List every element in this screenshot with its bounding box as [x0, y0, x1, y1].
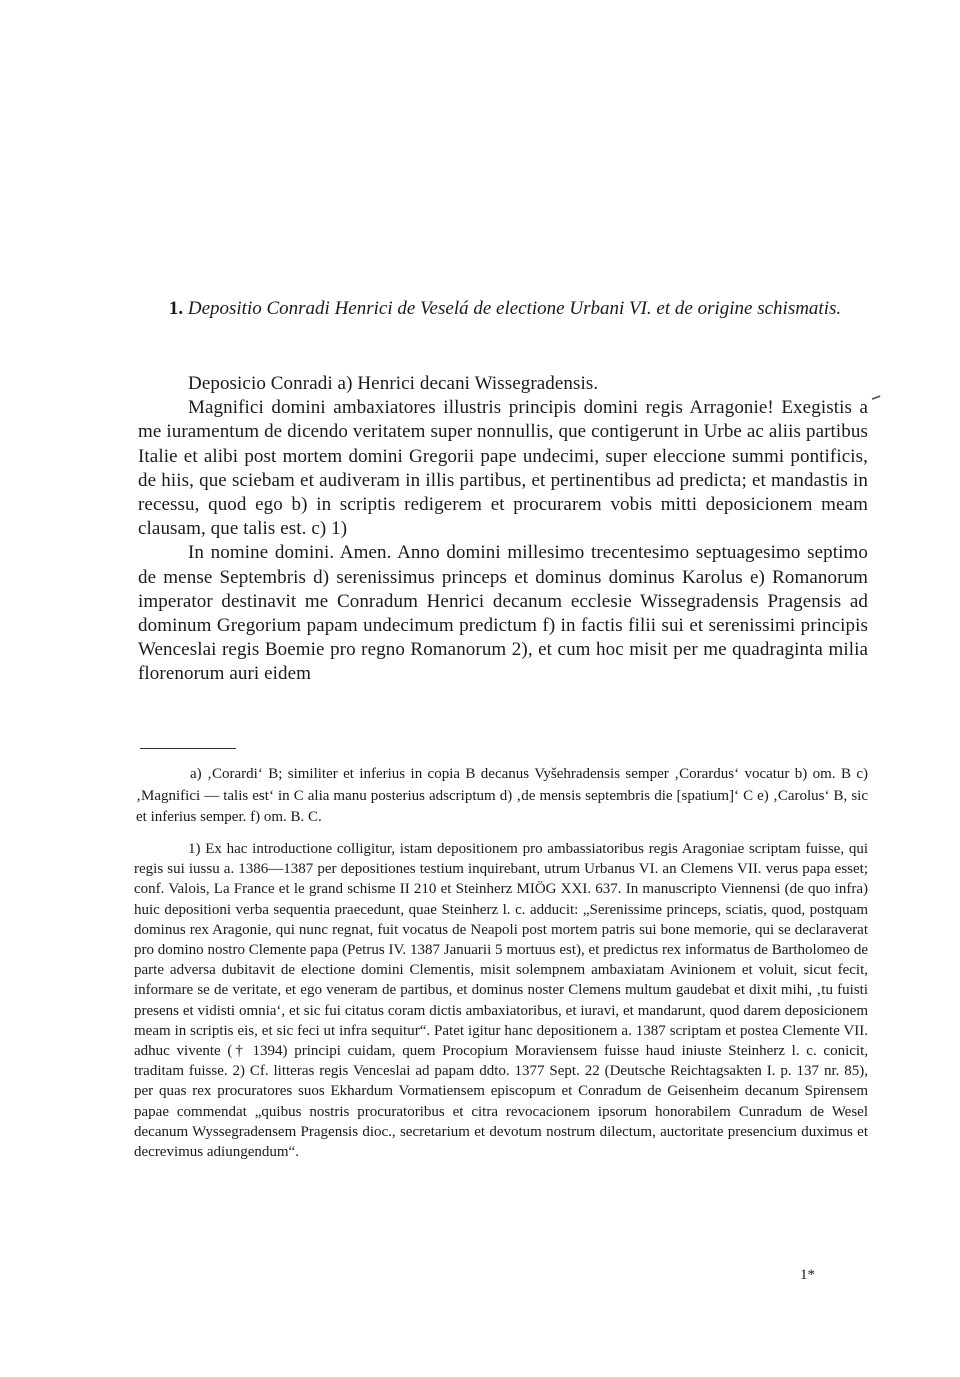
signature-mark: 1*: [800, 1267, 815, 1283]
paragraph-1: Magnifici domini ambaxiatores illustris principis domini regis Arragonie! Exegistis a me iuramentum de dicendo veritatem super nonnullis, que contigerunt in Urbe ac aliis partibus Italie et alibi post mortem domini Gregorii pape undecimi, super eleccione summi pontificis, de hiis, que sciebam et audiveram in illis partibus, et pertinentibus ad predicta; et mandastis in recessu, quod ego b) in scriptis redigerem et procurarem vobis mitti deposicionem meam clausam, que talis est. c) 1): [138, 397, 868, 540]
footnotes-text: 1) Ex hac introductione colligitur, istam depositionem pro ambassiatoribus regis Aragoniae scriptam fuisse, qui regis sui iussu a. 1386—1387 per depositiones testium inquirebant, utrum Urbanus VI. an Clemens VII. verus papa esset; conf. Valois, La France et le grand schisme II 210 et Steinherz MIÖG XXI. 637. In manuscripto Viennensi (de quo infra) huic depositioni verba sequentia praecedunt, quae Steinherz l. c. adducit: „Serenissime princeps, sciatis, quod, postquam dominus rex Aragonie, qui nunc regnat, fuit vocatus de Neapoli post mortem patris sui bone memorie, qui se declaraverat pro domino nostro Clemente papa (Petrus IV. 1387 Januarii 5 mortuus est), et predictus rex informatus de Bartholomeo de parte adversa dubitavit de electione domini Clementis, misit solempnem ambaxiatam Avinionem et voluit, sicut fecit, informare se de veritate, et ego veneram de partibus, et dominus noster Clemens multum gaudebat et dixit mihi, ‚tu fuisti presens et vidisti omnia‘, et sic fui citatus coram dictis ambaxiatoribus, et iuravi, et mandarunt, quod darem deposicionem meam in scriptis eis, et sic feci ut infra sequitur“. Patet igitur hanc depositionem a. 1387 scriptam et postea Clemente VII. adhuc vivente († 1394) principi cuidam, quem Procopium Moraviensem fuisse haud iniuste Steinherz l. c. conicit, traditam fuisse. 2) Cf. litteras regis Venceslai ad papam ddto. 1377 Sept. 22 (Deutsche Reichtagsakten I. p. 137 nr. 85), per quas rex procuratores suos Ekhardum Vormatiensem episcopum et Conradum de Geisenheim decanum Spirensem papae commendat „quibus nostris procuratoribus et citra revocacionem ipsorum honorabilem Cunradum de Wesel decanum Wyssegradensem Pragensis dioc., secretarium et devotum nostrum dilectum, auctoritate presencium duximus et decrevimus adiungendum“.: [134, 841, 868, 1161]
section-heading: Deposicio Conradi a) Henrici decani Wissegradensis.: [188, 373, 599, 394]
paragraph-2: In nomine domini. Amen. Anno domini millesimo trecentesimo septuagesimo septimo de mense Septembris d) serenissimus princeps et dominus dominus Karolus e) Romanorum imperator destinavit me Conradum Henrici decanum ecclesie Wissegradensis Pragensis ad dominum Gregorium papam undecimum predictum f) in factis filii sui et serenissimi principis Wenceslai regis Boemie pro regno Romanorum 2), et cum hoc misit per me quadraginta milia florenorum auri eidem: [138, 542, 868, 685]
apparatus-text: a) ‚Corardi‘ B; similiter et inferius in copia B decanus Vyšehradensis semper ‚Corardus‘ vocatur b) om. B c) ‚Magnifici — talis est‘ in C alia manu posterius adscriptum d) ‚de mensis septembris die [spatium]‘ C e) ‚Carolus‘ B, sic et inferius semper. f) om. B. C.: [136, 766, 868, 825]
critical-apparatus: [136, 764, 868, 829]
footnote-divider: [140, 748, 236, 749]
document-number: 1.: [168, 298, 184, 319]
main-text: [138, 372, 868, 687]
footnotes: [134, 839, 868, 1162]
document-title: [140, 298, 870, 320]
margin-mark: ▁: [868, 385, 881, 401]
title-text: Depositio Conradi Henrici de Veselá de electione Urbani VI. et de origine schismatis.: [187, 298, 842, 319]
